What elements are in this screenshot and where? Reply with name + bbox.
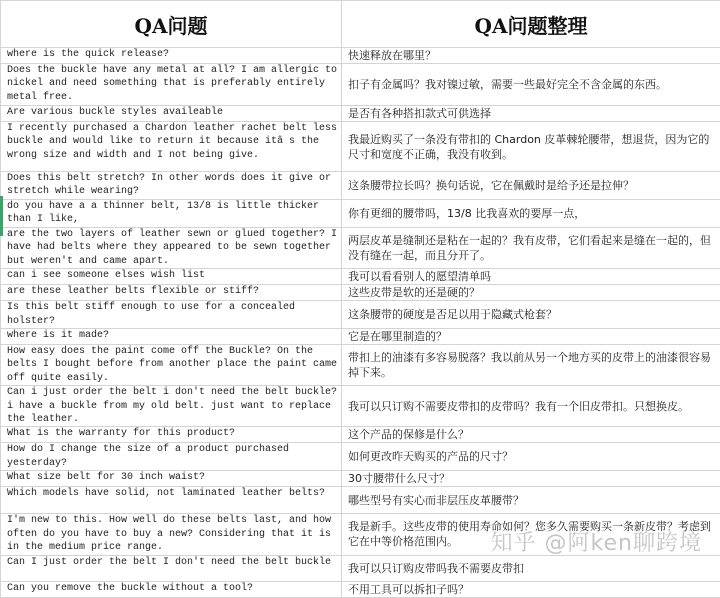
question-cell[interactable]: What size belt for 30 inch waist? — [1, 471, 342, 487]
header-row — [1, 1, 720, 48]
answer-cell[interactable]: 这些皮带是软的还是硬的？ — [342, 285, 720, 301]
table-row — [1, 301, 720, 329]
table-row — [1, 285, 720, 301]
header-qa-organized[interactable]: QA问题整理 — [342, 1, 720, 48]
answer-cell[interactable]: 我可以只订购不需要皮带扣的皮带吗？我有一个旧皮带扣。只想换皮。 — [342, 386, 720, 427]
answer-cell[interactable]: 我是新手。这些皮带的使用寿命如何？您多久需要购买一条新皮带？考虑到它在中等价格范围内。 — [342, 514, 720, 555]
table-row — [1, 581, 720, 597]
answer-cell[interactable]: 30寸腰带什么尺寸？ — [342, 471, 720, 487]
answer-cell[interactable]: 这条腰带拉长吗？换句话说，它在佩戴时是给予还是拉伸？ — [342, 172, 720, 200]
table-row — [1, 106, 720, 122]
table-row — [1, 122, 720, 172]
question-cell[interactable]: How easy does the paint come off the Buckle? On the belts I bought before from another place the paint came off quite easily. — [1, 345, 342, 386]
table-row — [1, 269, 720, 285]
answer-cell[interactable]: 如何更改昨天购买的产品的尺寸？ — [342, 443, 720, 471]
answer-cell[interactable]: 不用工具可以拆扣子吗？ — [342, 581, 720, 597]
question-cell[interactable]: Is this belt stiff enough to use for a concealed holster? — [1, 301, 342, 329]
question-cell[interactable]: where is it made? — [1, 329, 342, 345]
table-row — [1, 228, 720, 269]
table-row — [1, 172, 720, 200]
table-row — [1, 386, 720, 427]
table-row — [1, 345, 720, 386]
answer-cell[interactable]: 快速释放在哪里？ — [342, 48, 720, 64]
answer-cell[interactable]: 我可以看看别人的愿望清单吗 — [342, 269, 720, 285]
question-cell[interactable]: are the two layers of leather sewn or glued together? I have had belts where they appeared to be sewn together but weren't and came apart. — [1, 228, 342, 269]
question-cell[interactable]: Does this belt stretch? In other words does it give or stretch while wearing? — [1, 172, 342, 200]
question-cell[interactable]: How do I change the size of a product purchased yesterday? — [1, 443, 342, 471]
table-row — [1, 48, 720, 64]
answer-cell[interactable]: 你有更细的腰带吗，13/8 比我喜欢的要厚一点， — [342, 200, 720, 228]
question-cell[interactable]: Which models have solid, not laminated leather belts? — [1, 487, 342, 514]
question-cell[interactable]: where is the quick release? — [1, 48, 342, 64]
answer-cell[interactable]: 哪些型号有实心而非层压皮革腰带？ — [342, 487, 720, 514]
question-cell[interactable]: What is the warranty for this product? — [1, 427, 342, 443]
question-cell[interactable]: can i see someone elses wish list — [1, 269, 342, 285]
watermark: 知乎 @阿ken聊跨境 — [491, 526, 702, 557]
answer-cell[interactable]: 这条腰带的硬度是否足以用于隐藏式枪套？ — [342, 301, 720, 329]
question-cell[interactable]: Are various buckle styles availeable — [1, 106, 342, 122]
answer-cell[interactable]: 是否有各种搭扣款式可供选择 — [342, 106, 720, 122]
answer-cell[interactable]: 我最近购买了一条没有带扣的 Chardon 皮革棘轮腰带，想退货，因为它的尺寸和宽度不正确，我没有收到。 — [342, 122, 720, 172]
table-row — [1, 471, 720, 487]
question-cell[interactable]: Can i just order the belt i don't need the belt buckle? i have a buckle from my old belt. just want to replace the leather. — [1, 386, 342, 427]
cell-selection-edge — [0, 196, 3, 236]
table-row — [1, 329, 720, 345]
answer-cell[interactable]: 我可以只订购皮带吗我不需要皮带扣 — [342, 555, 720, 581]
table-row — [1, 64, 720, 106]
table-row — [1, 200, 720, 228]
question-cell[interactable]: do you have a a thinner belt, 13/8 is little thicker than I like, — [1, 200, 342, 228]
question-cell[interactable]: Does the buckle have any metal at all? I am allergic to nickel and need something that is preferably entirely metal free. — [1, 64, 342, 106]
table-row — [1, 487, 720, 514]
answer-cell[interactable]: 这个产品的保修是什么？ — [342, 427, 720, 443]
table-row — [1, 427, 720, 443]
header-qa-question[interactable]: QA问题 — [1, 1, 342, 48]
answer-cell[interactable]: 它是在哪里制造的？ — [342, 329, 720, 345]
question-cell[interactable]: Can I just order the belt I don't need the belt buckle — [1, 555, 342, 581]
table-row — [1, 555, 720, 581]
question-cell[interactable]: are these leather belts flexible or stiff? — [1, 285, 342, 301]
question-cell[interactable]: I recently purchased a Chardon leather rachet belt less buckle and would like to return it because itâ s the wrong size and width and I not being give. — [1, 122, 342, 172]
question-cell[interactable]: Can you remove the buckle without a tool? — [1, 581, 342, 597]
answer-cell[interactable]: 两层皮革是缝制还是粘在一起的？我有皮带，它们看起来是缝在一起的，但没有缝在一起，而且分开了。 — [342, 228, 720, 269]
question-cell[interactable]: I'm new to this. How well do these belts last, and how often do you have to buy a new? Considering that it is in the medium price range. — [1, 514, 342, 555]
table-row — [1, 443, 720, 471]
answer-cell[interactable]: 扣子有金属吗？我对镍过敏，需要一些最好完全不含金属的东西。 — [342, 64, 720, 106]
answer-cell[interactable]: 带扣上的油漆有多容易脱落？我以前从另一个地方买的皮带上的油漆很容易掉下来。 — [342, 345, 720, 386]
